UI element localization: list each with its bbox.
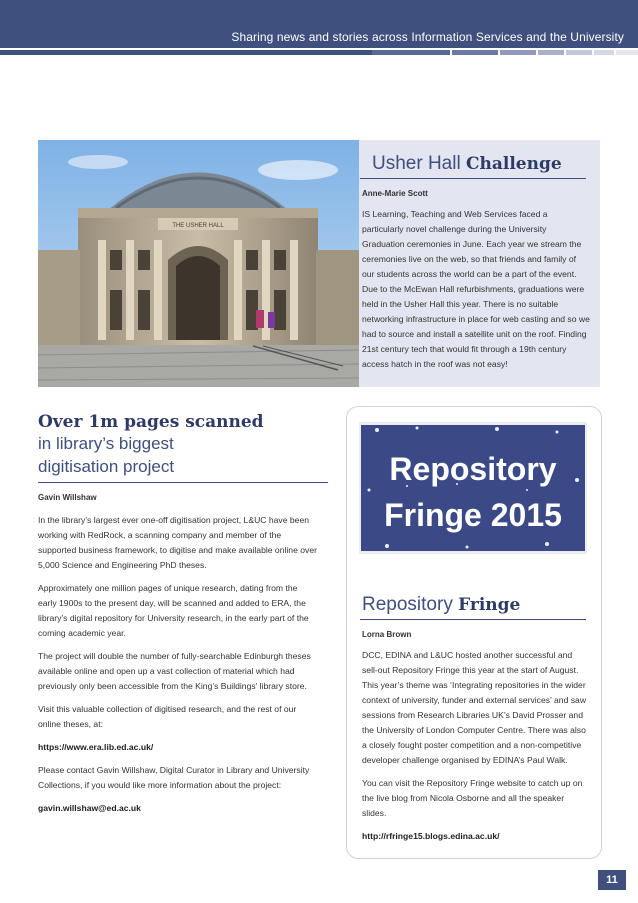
tile: [0, 50, 372, 55]
fringe-title: [362, 594, 520, 616]
digitisation-paragraph-5: Please contact Gavin Willshaw, Digital Curator in Library and University Collections, if you would like more information about the project:: [38, 765, 310, 790]
tile: [594, 50, 614, 55]
fringe-body: [362, 648, 590, 852]
digitisation-paragraph-4: Visit this valuable collection of digitised research, and the rest of our online theses, at:: [38, 704, 297, 729]
digitisation-title-bold: Over 1m pages scanned: [38, 412, 264, 432]
header-tagline: Sharing news and stories across Information Services and the University: [231, 30, 624, 44]
usher-title-rule: [360, 178, 586, 179]
photo-credit: 'Usher Hall' by Tom is licensed under CC BY 2.0: [23, 233, 30, 383]
usher-body-paragraph: IS Learning, Teaching and Web Services faced a particularly novel challenge during the University Graduation ceremonies in June. Each year we stream the ceremonies live on the web, so that friends and family of our students across the world can be a part of the event. Due to the McEwan Hall refurbishments, graduations were held in the Usher Hall this year. There is no suitable networking infrastructure in place for web casting and so we had to source and install a satellite unit on the roof. Finding 21st century tech that would fit through a 19th century access hatch in the roof was not easy!: [362, 209, 590, 369]
email-link[interactable]: gavin.willshaw@ed.ac.uk: [38, 803, 141, 813]
header-band: [0, 0, 638, 48]
usher-title-bold: Challenge: [465, 154, 562, 174]
fringe-title-bold: Fringe: [458, 595, 521, 615]
fringe-paragraph-1: DCC, EDINA and L&UC hosted another successful and sell-out Repository Fringe this year at the start of August. This year’s theme was ‘Integrating repositories in the wider context of university, funder and external services’ and saw sessions from Research Libraries UK’s David Prosser and the University of London Computer Centre. There was also a closely fought poster competition and a non-competitive developer challenge organised by EDINA’s Paul Walk.: [362, 650, 587, 765]
era-link[interactable]: https://www.era.lib.ed.ac.uk/: [38, 742, 154, 752]
digitisation-body: [38, 513, 318, 824]
logo-line-2: Fringe 2015: [384, 497, 562, 533]
page-number: 11: [598, 870, 626, 890]
digitisation-title-rule: [38, 482, 328, 483]
fringe-author: Lorna Brown: [362, 630, 412, 639]
digitisation-paragraph-3: The project will double the number of fully-searchable Edinburgh theses available online and open up a vast collection of material which had previously only been accessible from the King’s Buildings’ library store.: [38, 651, 311, 691]
tile: [538, 50, 564, 55]
photo-sign: THE USHER HALL: [172, 223, 224, 229]
tile: [500, 50, 536, 55]
tile: [452, 50, 498, 55]
tile: [616, 50, 638, 55]
repository-fringe-logo: [357, 420, 589, 556]
usher-body: [362, 207, 590, 380]
usher-title: [372, 153, 562, 175]
usher-author: Anne-Marie Scott: [362, 189, 428, 198]
usher-hall-photo: [38, 140, 359, 387]
fringe-link[interactable]: http://rfringe15.blogs.edina.ac.uk/: [362, 831, 500, 841]
fringe-title-rule: [360, 619, 586, 620]
tile: [372, 50, 450, 55]
digitisation-title-line3: digitisation project: [38, 457, 175, 476]
digitisation-paragraph-1: In the library’s largest ever one-off digitisation project, L&UC have been working with RedRock, a scanning company and member of the supported business framework, to digitise and make available online over 5,000 Science and Engineering PhD theses.: [38, 515, 317, 570]
digitisation-author: Gavin Willshaw: [38, 493, 97, 502]
fringe-title-light: Repository: [362, 594, 459, 615]
usher-title-light: Usher Hall: [372, 153, 466, 174]
logo-line-1: Repository: [389, 451, 557, 487]
digitisation-title-line2: in library’s biggest: [38, 434, 174, 453]
digitisation-paragraph-2: Approximately one million pages of unique research, dating from the early 1900s to the present day, will be scanned and added to ERA, the library’s digital repository for University research, in the early part of the coming academic year.: [38, 583, 309, 638]
fringe-paragraph-2: You can visit the Repository Fringe website to catch up on the live blog from Nicola Osborne and all the speaker slides.: [362, 778, 583, 818]
tile: [566, 50, 592, 55]
